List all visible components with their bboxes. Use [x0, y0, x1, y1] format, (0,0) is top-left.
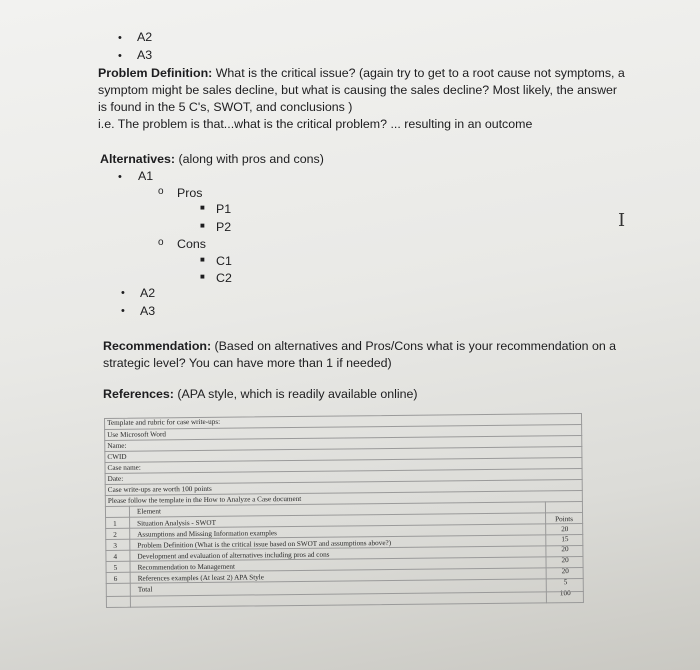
table-date-field: Date:	[107, 474, 124, 483]
row-points: 20	[561, 556, 569, 565]
square-bullet-icon: ■	[200, 221, 205, 230]
recommendation-text: (Based on alternatives and Pros/Cons what is your recommendation on a	[211, 339, 617, 353]
alternative-a1: A1	[138, 169, 154, 183]
rubric-table-image	[104, 413, 588, 614]
row-element: Recommendation to Management	[137, 562, 236, 572]
square-bullet-icon: ■	[200, 255, 205, 264]
row-number: 6	[113, 574, 118, 583]
references-label: References:	[103, 387, 174, 401]
total-label: Total	[137, 585, 153, 594]
element-header: Element	[136, 507, 161, 516]
problem-line-2: symptom might be sales decline, but what is causing the sales decline? Most likely, the answer	[98, 83, 618, 97]
problem-line-3: is found in the 5 C's, SWOT, and conclusions )	[98, 100, 353, 114]
row-points: 20	[561, 545, 569, 554]
problem-line-4: i.e. The problem is that...what is the critical problem? ... resulting in an outcome	[98, 117, 533, 131]
pro-item: P2	[216, 220, 232, 234]
table-cwid-field: CWID	[107, 452, 127, 461]
row-points: 15	[561, 535, 569, 544]
row-number: 2	[113, 530, 117, 539]
alternatives-label: Alternatives:	[100, 152, 176, 166]
table-worth: Case write-ups are worth 100 points	[107, 484, 212, 494]
row-points: 5	[563, 578, 568, 587]
row-points: 20	[561, 525, 569, 534]
table-follow: Please follow the template in the How to Analyze a Case document	[107, 494, 302, 505]
alternatives-heading	[100, 151, 324, 167]
recommendation-line-2: strategic level? You can have more than 1 if needed)	[103, 356, 392, 370]
bullet-icon: •	[121, 287, 125, 299]
table-case-name-field: Case name:	[107, 463, 141, 472]
row-number: 1	[113, 519, 117, 528]
pros-label: Pros	[177, 186, 203, 200]
row-element: Assumptions and Missing Information examples	[137, 529, 278, 539]
recommendation-label: Recommendation:	[103, 339, 212, 353]
row-element: Development and evaluation of alternatives including pros ad cons	[137, 550, 330, 561]
alternative-a2: A2	[140, 286, 156, 300]
bullet-icon: •	[121, 305, 125, 317]
problem-line-1	[98, 65, 625, 81]
row-number: 5	[113, 563, 118, 572]
total-points: 100	[559, 589, 571, 598]
references-line	[103, 386, 418, 402]
row-element: References examples (At least 2) APA Style	[137, 573, 265, 583]
row-element: Problem Definition (What is the critical issue based on SWOT and assumptions above?)	[137, 539, 392, 550]
cons-label: Cons	[177, 237, 206, 251]
bullet-item: A3	[137, 48, 153, 62]
con-item: C2	[216, 271, 232, 285]
points-header: Points	[555, 515, 574, 524]
text-cursor-icon: I	[618, 210, 626, 231]
circle-bullet-icon: o	[158, 186, 164, 197]
table-name-field: Name:	[107, 441, 127, 450]
bullet-icon: •	[118, 32, 122, 44]
recommendation-line-1	[103, 338, 616, 354]
row-number: 4	[113, 552, 118, 561]
bullet-icon: •	[118, 171, 122, 183]
table-title: Template and rubric for case write-ups:	[107, 417, 221, 427]
square-bullet-icon: ■	[200, 272, 205, 281]
row-element: Situation Analysis - SWOT	[137, 518, 217, 528]
bullet-icon: •	[118, 50, 122, 62]
alternatives-text: (along with pros and cons)	[175, 152, 324, 166]
problem-text: What is the critical issue? (again try to get to a root cause not symptoms, a	[212, 66, 625, 80]
con-item: C1	[216, 254, 232, 268]
bullet-item: A2	[137, 30, 153, 44]
problem-label: Problem Definition:	[98, 66, 213, 80]
references-text: (APA style, which is readily available online)	[173, 387, 418, 401]
row-points: 20	[561, 567, 569, 576]
circle-bullet-icon: o	[158, 237, 164, 248]
table-use-word: Use Microsoft Word	[107, 430, 166, 439]
pro-item: P1	[216, 202, 232, 216]
square-bullet-icon: ■	[200, 203, 205, 212]
row-number: 3	[113, 541, 117, 550]
alternative-a3: A3	[140, 304, 156, 318]
